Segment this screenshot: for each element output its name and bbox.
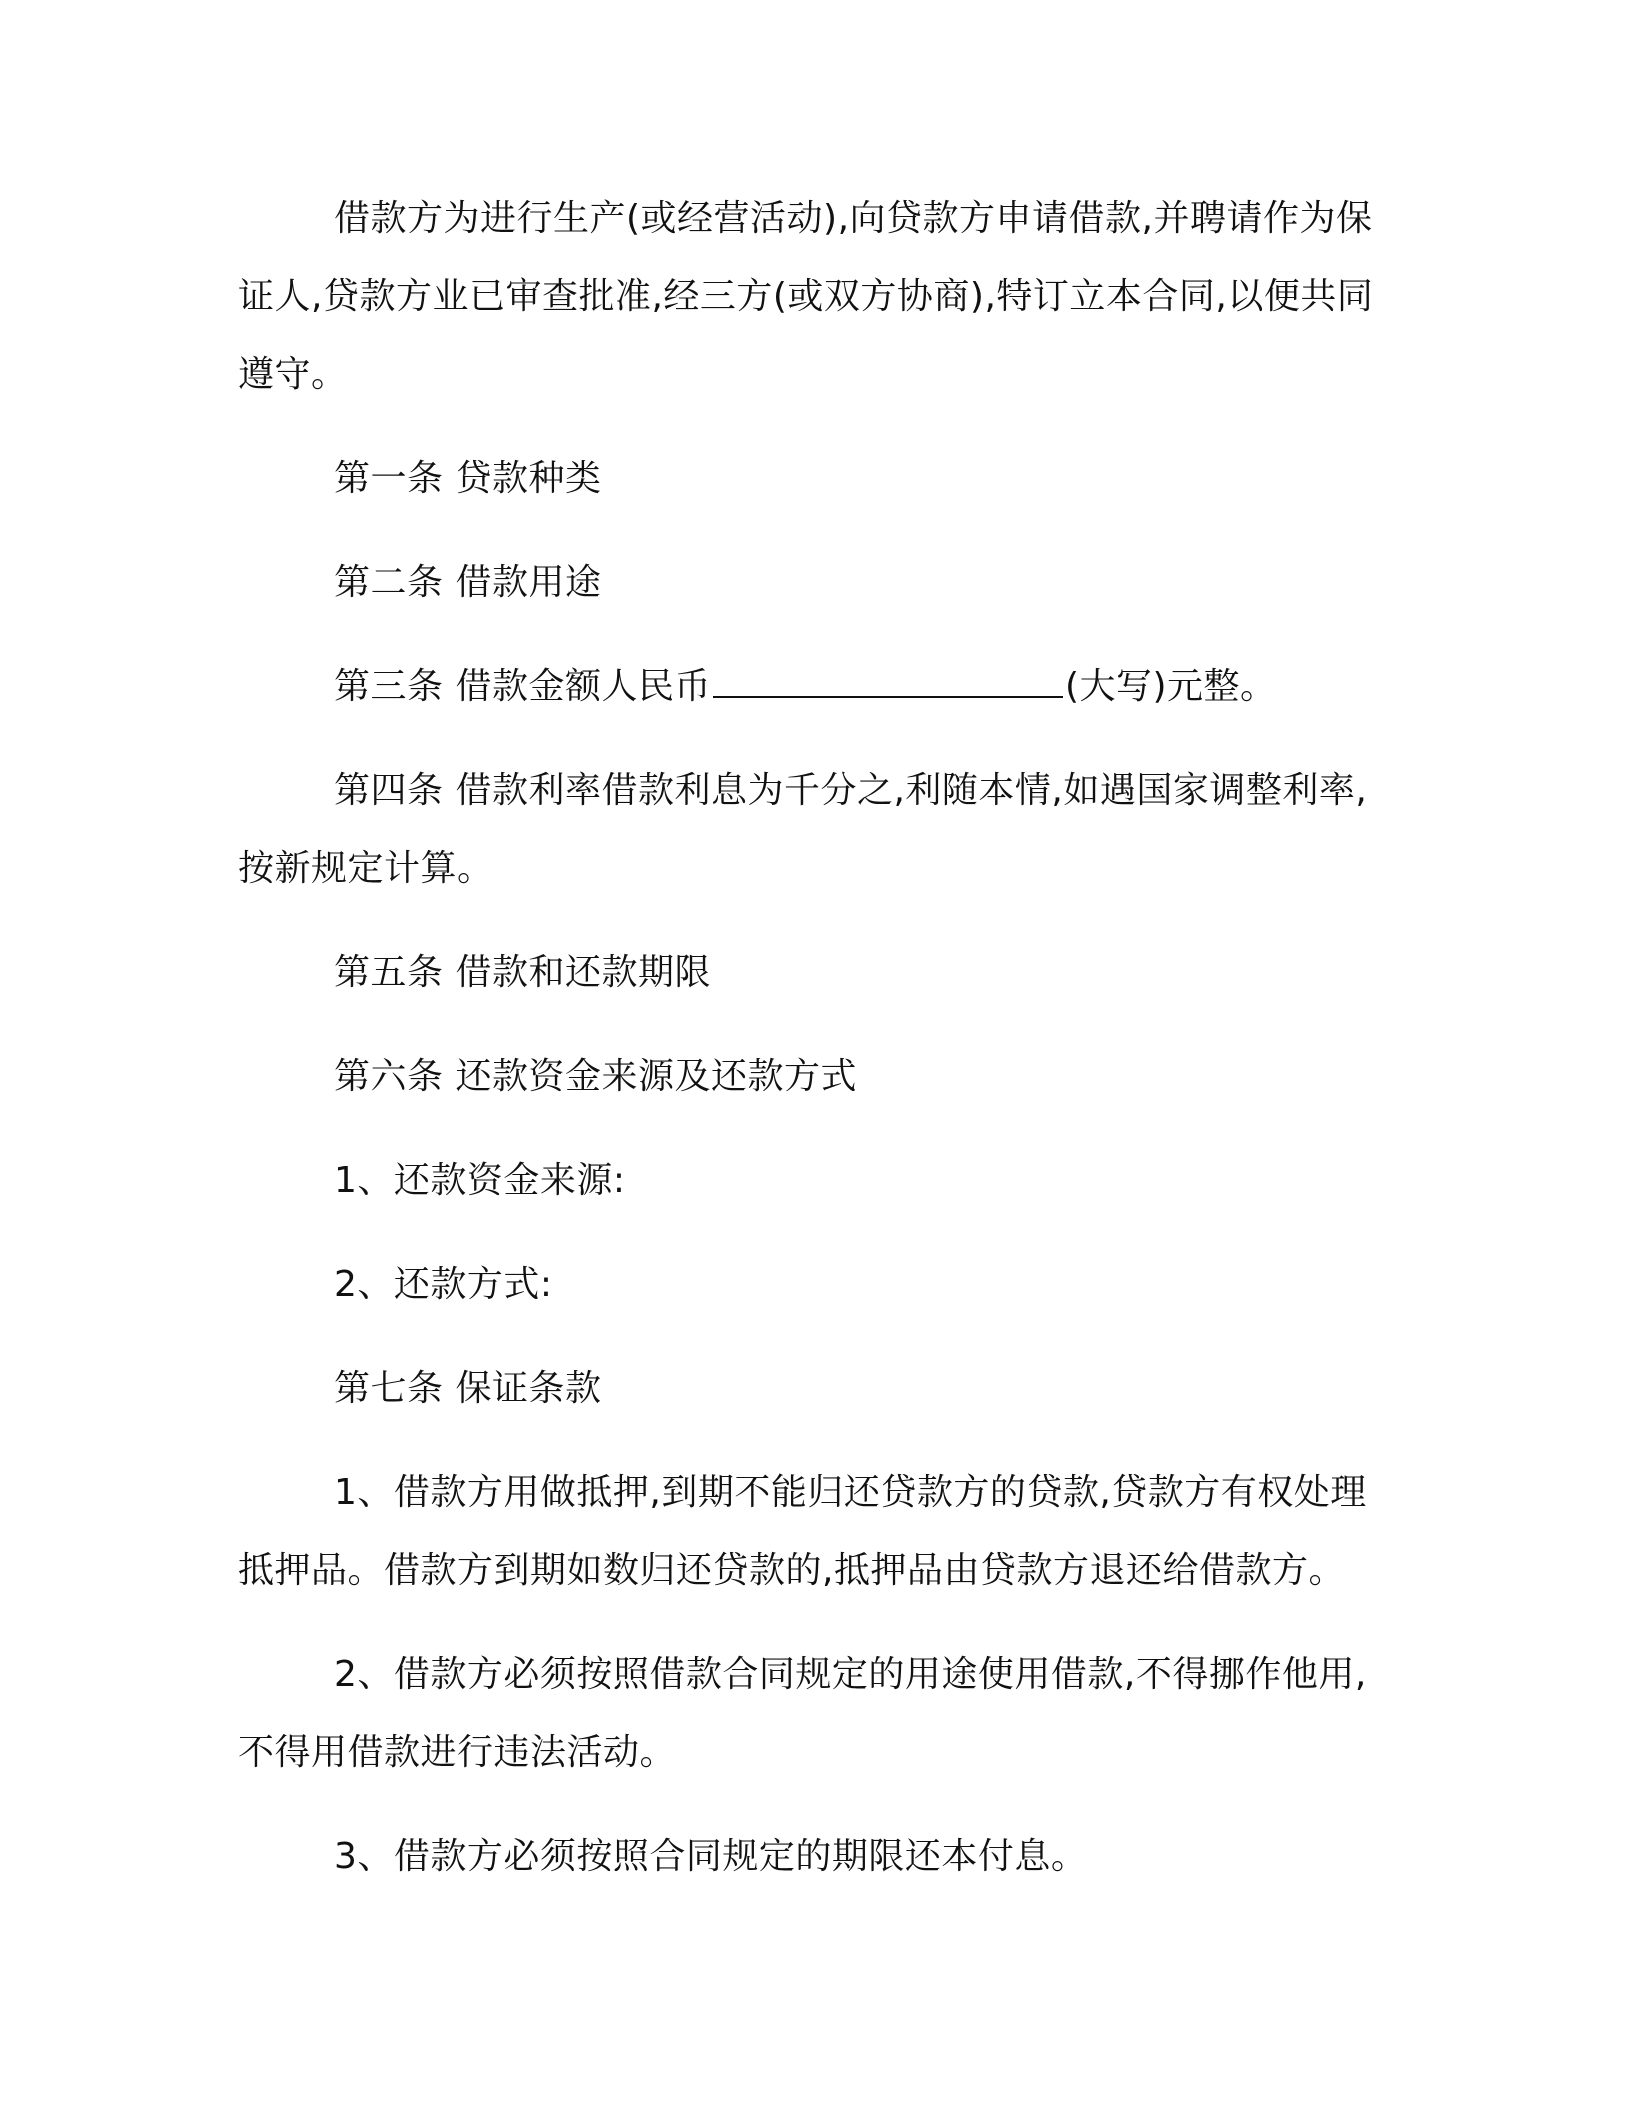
- article-2-loan-purpose: 第二条 借款用途: [334, 562, 602, 603]
- guarantee-clause-2: 2、借款方必须按照借款合同规定的用途使用借款,不得挪作他用,不得用借款进行违法活动。: [238, 1654, 1367, 1773]
- repayment-source-item: 1、还款资金来源:: [334, 1160, 626, 1201]
- article-6-repayment: 第六条 还款资金来源及还款方式: [334, 1056, 857, 1097]
- article-7-guarantee: 第七条 保证条款: [334, 1368, 602, 1409]
- article-3-loan-amount: [238, 648, 1398, 726]
- article-5-term: 第五条 借款和还款期限: [334, 952, 711, 993]
- guarantee-clause-3: 3、借款方必须按照合同规定的期限还本付息。: [334, 1836, 1088, 1877]
- contract-body: [238, 180, 1398, 1896]
- guarantee-clause-1: 1、借款方用做抵押,到期不能归还贷款方的贷款,贷款方有权处理抵押品。借款方到期如数归还贷款的,抵押品由贷款方退还给借款方。: [238, 1472, 1367, 1591]
- article-4-interest-rate: 第四条 借款利率借款利息为千分之,利随本情,如遇国家调整利率,按新规定计算。: [238, 770, 1368, 889]
- article-3-prefix: 第三条 借款金额人民币: [334, 666, 711, 707]
- amount-blank-line: [713, 666, 1063, 698]
- article-1-loan-type: 第一条 贷款种类: [334, 458, 602, 499]
- repayment-method-item: 2、还款方式:: [334, 1264, 553, 1305]
- preamble-paragraph: 借款方为进行生产(或经营活动),向贷款方申请借款,并聘请作为保证人,贷款方业已审查批准,经三方(或双方协商),特订立本合同,以便共同遵守。: [238, 198, 1374, 395]
- article-3-suffix: (大写)元整。: [1064, 666, 1277, 707]
